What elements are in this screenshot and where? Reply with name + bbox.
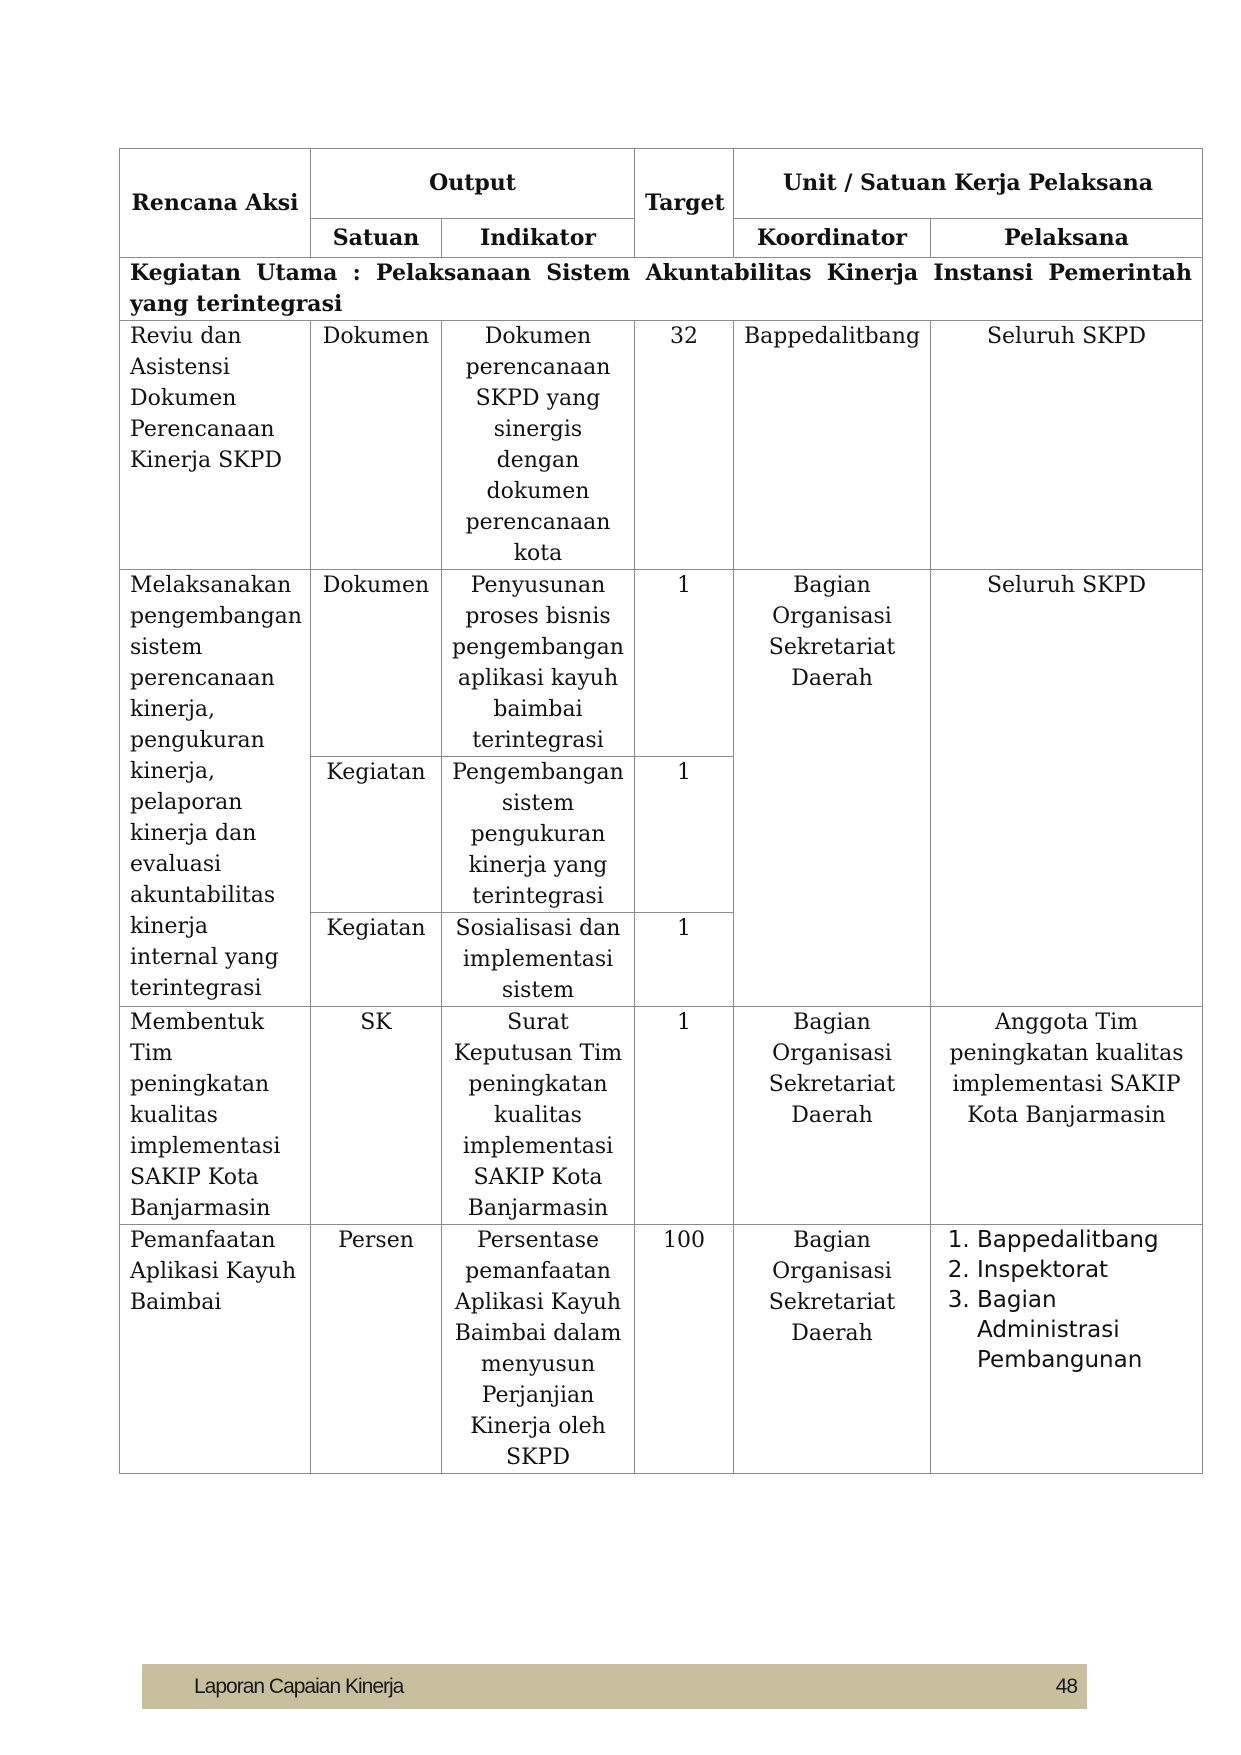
table-row (120, 570, 1203, 757)
header-koordinator: Koordinator (734, 219, 931, 258)
table-row (120, 321, 1203, 570)
table-row (120, 1007, 1203, 1225)
footer-title: Laporan Capaian Kinerja (194, 1675, 404, 1698)
cell-rencana: Reviu dan Asistensi Dokumen Perencanaan Kinerja SKPD (120, 321, 311, 570)
action-plan-table (119, 148, 1203, 1474)
list-item: 1. Bappedalitbang (977, 1225, 1192, 1255)
header-rencana-aksi: Rencana Aksi (120, 149, 311, 258)
cell-target: 32 (635, 321, 734, 570)
header-indikator: Indikator (442, 219, 635, 258)
cell-pelaksana: Seluruh SKPD (931, 321, 1203, 570)
cell-pelaksana: Anggota Tim peningkatan kualitas implementasi SAKIP Kota Banjarmasin (931, 1007, 1203, 1225)
cell-indikator: Persentase pemanfaatan Aplikasi Kayuh Baimbai dalam menyusun Perjanjian Kinerja oleh SKPD (442, 1225, 635, 1474)
cell-satuan: Persen (311, 1225, 442, 1474)
cell-satuan: Dokumen (311, 321, 442, 570)
cell-rencana: Membentuk Tim peningkatan kualitas implementasi SAKIP Kota Banjarmasin (120, 1007, 311, 1225)
table-row (120, 1225, 1203, 1474)
cell-rencana: Pemanfaatan Aplikasi Kayuh Baimbai (120, 1225, 311, 1474)
header-unit: Unit / Satuan Kerja Pelaksana (734, 149, 1203, 219)
cell-indikator: Surat Keputusan Tim peningkatan kualitas implementasi SAKIP Kota Banjarmasin (442, 1007, 635, 1225)
page-number: 48 (1055, 1675, 1077, 1698)
cell-target: 1 (635, 570, 734, 757)
cell-satuan: Kegiatan (311, 913, 442, 1007)
cell-satuan: Dokumen (311, 570, 442, 757)
header-target: Target (635, 149, 734, 258)
cell-satuan: Kegiatan (311, 757, 442, 913)
cell-indikator: Pengembangan sistem pengukuran kinerja yang terintegrasi (442, 757, 635, 913)
cell-target: 1 (635, 757, 734, 913)
cell-pelaksana: Seluruh SKPD (931, 570, 1203, 1007)
cell-koordinator: Bagian Organisasi Sekretariat Daerah (734, 570, 931, 1007)
page-footer (142, 1664, 1087, 1709)
cell-rencana: Melaksanakan pengembangan sistem perencanaan kinerja, pengukuran kinerja, pelaporan kinerja dan evaluasi akuntabilitas kinerja internal yang terintegrasi (120, 570, 311, 1007)
cell-satuan: SK (311, 1007, 442, 1225)
cell-indikator: Dokumen perencanaan SKPD yang sinergis dengan dokumen perencanaan kota (442, 321, 635, 570)
list-item: 2. Inspektorat (977, 1255, 1192, 1285)
header-pelaksana: Pelaksana (931, 219, 1203, 258)
cell-target: 1 (635, 913, 734, 1007)
header-satuan: Satuan (311, 219, 442, 258)
section-title: Kegiatan Utama : Pelaksanaan Sistem Akuntabilitas Kinerja Instansi Pemerintah yang terintegrasi (120, 258, 1203, 321)
cell-indikator: Sosialisasi dan implementasi sistem (442, 913, 635, 1007)
header-output: Output (311, 149, 635, 219)
cell-koordinator: Bagian Organisasi Sekretariat Daerah (734, 1007, 931, 1225)
list-item: 3. Bagian Administrasi Pembangunan (977, 1285, 1192, 1375)
pelaksana-list (941, 1225, 1192, 1375)
cell-pelaksana (931, 1225, 1203, 1474)
cell-target: 100 (635, 1225, 734, 1474)
cell-indikator: Penyusunan proses bisnis pengembangan aplikasi kayuh baimbai terintegrasi (442, 570, 635, 757)
cell-koordinator: Bappedalitbang (734, 321, 931, 570)
cell-target: 1 (635, 1007, 734, 1225)
cell-koordinator: Bagian Organisasi Sekretariat Daerah (734, 1225, 931, 1474)
